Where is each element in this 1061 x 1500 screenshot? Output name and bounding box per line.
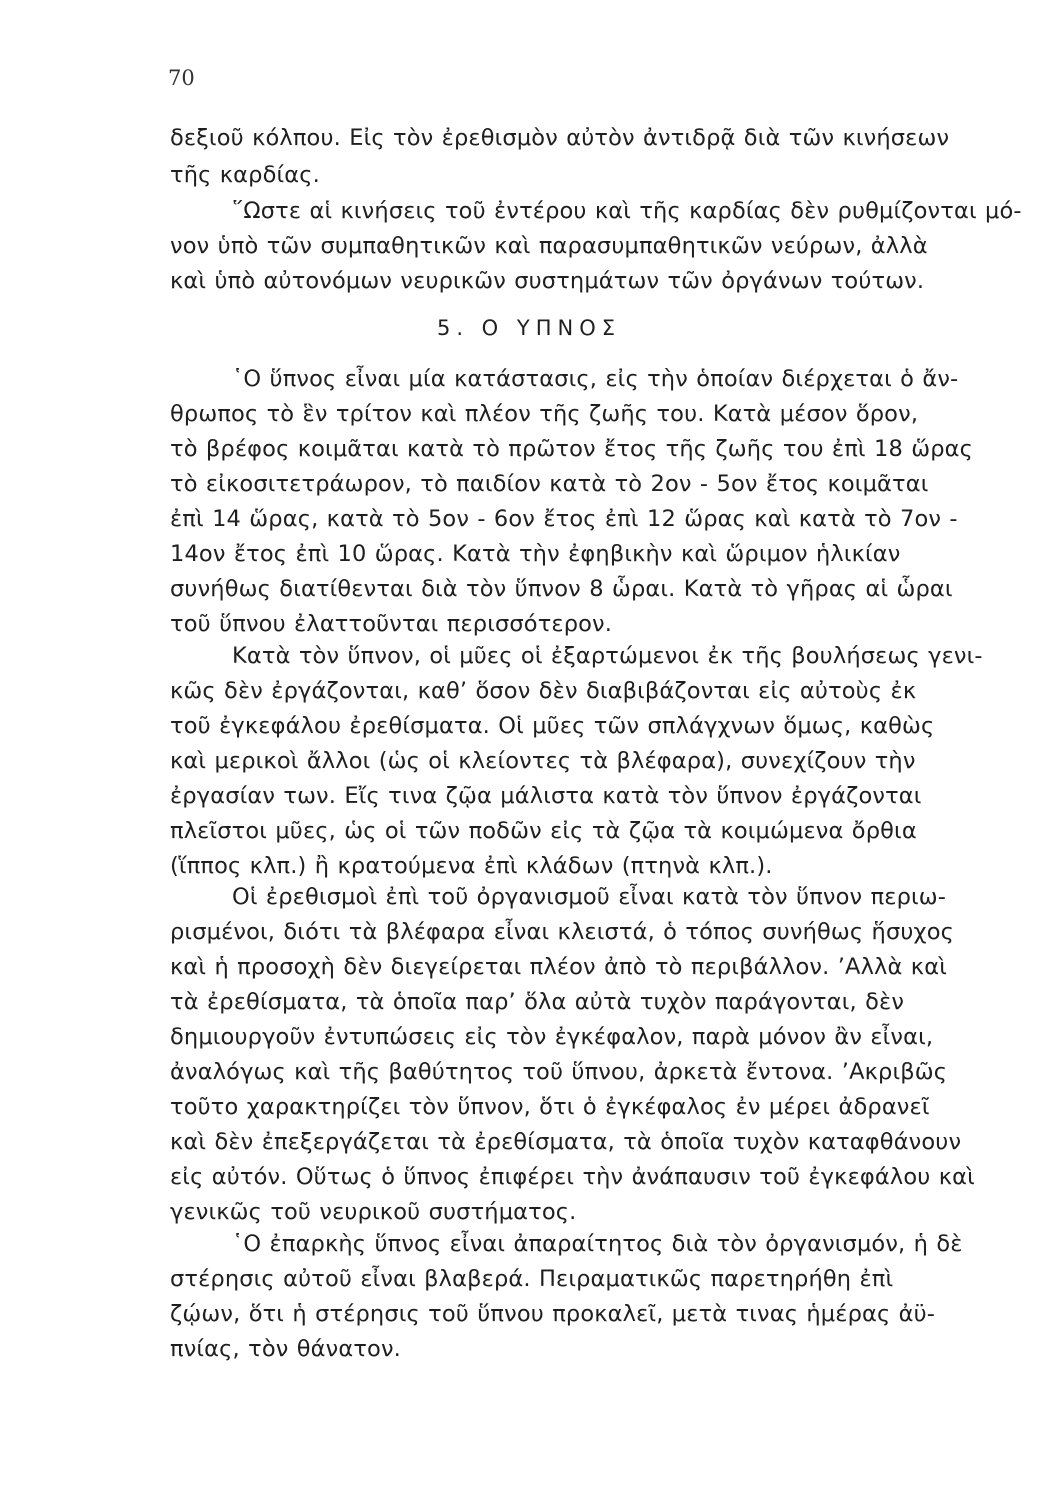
text-line: ρισμένοι, διότι τὰ βλέφαρα εἶναι κλειστά, ὁ τόπος συνήθως ἥσυχος bbox=[170, 919, 954, 945]
text-line: ῾Ο ἐπαρκὴς ὕπνος εἶναι ἀπαραίτητος διὰ τὸν ὀργανισμόν, ἡ δὲ bbox=[232, 1231, 963, 1257]
text-line: τοῦτο χαρακτηρίζει τὸν ὕπνον, ὅτι ὁ ἐγκέφαλος ἐν μέρει ἀδρανεῖ bbox=[170, 1094, 930, 1120]
text-line: στέρησις αὐτοῦ εἶναι βλαβερά. Πειραματικῶς παρετηρήθη ἐπὶ bbox=[170, 1266, 894, 1292]
text-line: Κατὰ τὸν ὕπνον, οἱ μῦες οἱ ἐξαρτώμενοι ἐκ τῆς βουλήσεως γενι- bbox=[232, 643, 983, 669]
text-line: κῶς δὲν ἐργάζονται, καθ’ ὅσον δὲν διαβιβάζονται εἰς αὐτοὺς ἐκ bbox=[170, 678, 917, 704]
text-line: ἐργασίαν των. Εἴς τινα ζῷα μάλιστα κατὰ τὸν ὕπνον ἐργάζονται bbox=[170, 783, 922, 809]
text-line: ἀναλόγως καὶ τῆς βαθύτητος τοῦ ὕπνου, ἀρκετὰ ἔντονα. ’Ακριβῶς bbox=[170, 1059, 948, 1085]
text-line: θρωπος τὸ ἓν τρίτον καὶ πλέον τῆς ζωῆς του. Κατὰ μέσον ὅρον, bbox=[170, 401, 919, 427]
text-line: τοῦ ἐγκεφάλου ἐρεθίσματα. Οἱ μῦες τῶν σπλάγχνων ὅμως, καθὼς bbox=[170, 713, 935, 739]
section-heading: 5. Ο ΥΠΝΟΣ bbox=[436, 316, 622, 340]
page-number: 70 bbox=[168, 66, 195, 90]
text-line: ἐπὶ 14 ὥρας, κατὰ τὸ 5ον - 6ον ἔτος ἐπὶ 12 ὥρας καὶ κατὰ τὸ 7ον - bbox=[170, 506, 958, 532]
text-line: ζῴων, ὅτι ἡ στέρησις τοῦ ὕπνου προκαλεῖ, μετὰ τινας ἡμέρας ἀϋ- bbox=[170, 1301, 936, 1327]
text-line: πλεῖστοι μῦες, ὡς οἱ τῶν ποδῶν εἰς τὰ ζῷα τὰ κοιμώμενα ὄρθια bbox=[170, 818, 917, 844]
text-line: τὸ βρέφος κοιμᾶται κατὰ τὸ πρῶτον ἔτος τῆς ζωῆς του ἐπὶ 18 ὥρας bbox=[170, 436, 973, 462]
text-line: καὶ δὲν ἐπεξεργάζεται τὰ ἐρεθίσματα, τὰ ὁποῖα τυχὸν καταφθάνουν bbox=[170, 1129, 962, 1155]
text-line: πνίας, τὸν θάνατον. bbox=[170, 1336, 401, 1362]
text-line: (ἵππος κλπ.) ἢ κρατούμενα ἐπὶ κλάδων (πτηνὰ κλπ.). bbox=[170, 853, 773, 879]
text-line: συνήθως διατίθενται διὰ τὸν ὕπνον 8 ὧραι. Κατὰ τὸ γῆρας αἱ ὧραι bbox=[170, 576, 953, 602]
text-line: καὶ ἡ προσοχὴ δὲν διεγείρεται πλέον ἀπὸ τὸ περιβάλλον. ’Αλλὰ καὶ bbox=[170, 954, 947, 980]
text-line: ῾Ο ὕπνος εἶναι μία κατάστασις, εἰς τὴν ὁποίαν διέρχεται ὁ ἄν- bbox=[232, 366, 959, 392]
text-line: καὶ μερικοὶ ἄλλοι (ὡς οἱ κλείοντες τὰ βλέφαρα), συνεχίζουν τὴν bbox=[170, 748, 916, 774]
text-line: νον ὑπὸ τῶν συμπαθητικῶν καὶ παρασυμπαθητικῶν νεύρων, ἀλλὰ bbox=[170, 233, 928, 259]
text-line: τὰ ἐρεθίσματα, τὰ ὁποῖα παρ’ ὅλα αὐτὰ τυχὸν παράγονται, δὲν bbox=[170, 989, 905, 1015]
text-line: τοῦ ὕπνου ἐλαττοῦνται περισσότερον. bbox=[170, 611, 613, 637]
text-line: γενικῶς τοῦ νευρικοῦ συστήματος. bbox=[170, 1199, 577, 1225]
text-line: τῆς καρδίας. bbox=[170, 162, 320, 188]
text-line: δημιουργοῦν ἐντυπώσεις εἰς τὸν ἐγκέφαλον, παρὰ μόνον ἂν εἶναι, bbox=[170, 1024, 934, 1050]
text-line: τὸ εἰκοσιτετράωρον, τὸ παιδίον κατὰ τὸ 2ον - 5ον ἔτος κοιμᾶται bbox=[170, 471, 929, 497]
text-line: καὶ ὑπὸ αὐτονόμων νευρικῶν συστημάτων τῶν ὀργάνων τούτων. bbox=[170, 268, 925, 294]
text-line: ῞Ωστε αἱ κινήσεις τοῦ ἐντέρου καὶ τῆς καρδίας δὲν ρυθμίζονται μό- bbox=[232, 198, 1022, 224]
text-line: δεξιοῦ κόλπου. Εἰς τὸν ἐρεθισμὸν αὐτὸν ἀντιδρᾷ διὰ τῶν κινήσεων bbox=[170, 125, 950, 151]
text-line: εἰς αὐτόν. Οὕτως ὁ ὕπνος ἐπιφέρει τὴν ἀνάπαυσιν τοῦ ἐγκεφάλου καὶ bbox=[170, 1164, 975, 1190]
text-line: 14ον ἔτος ἐπὶ 10 ὥρας. Κατὰ τὴν ἐφηβικὴν καὶ ὥριμον ἡλικίαν bbox=[170, 541, 901, 567]
text-line: Οἱ ἐρεθισμοὶ ἐπὶ τοῦ ὀργανισμοῦ εἶναι κατὰ τὸν ὕπνον περιω- bbox=[232, 884, 947, 910]
